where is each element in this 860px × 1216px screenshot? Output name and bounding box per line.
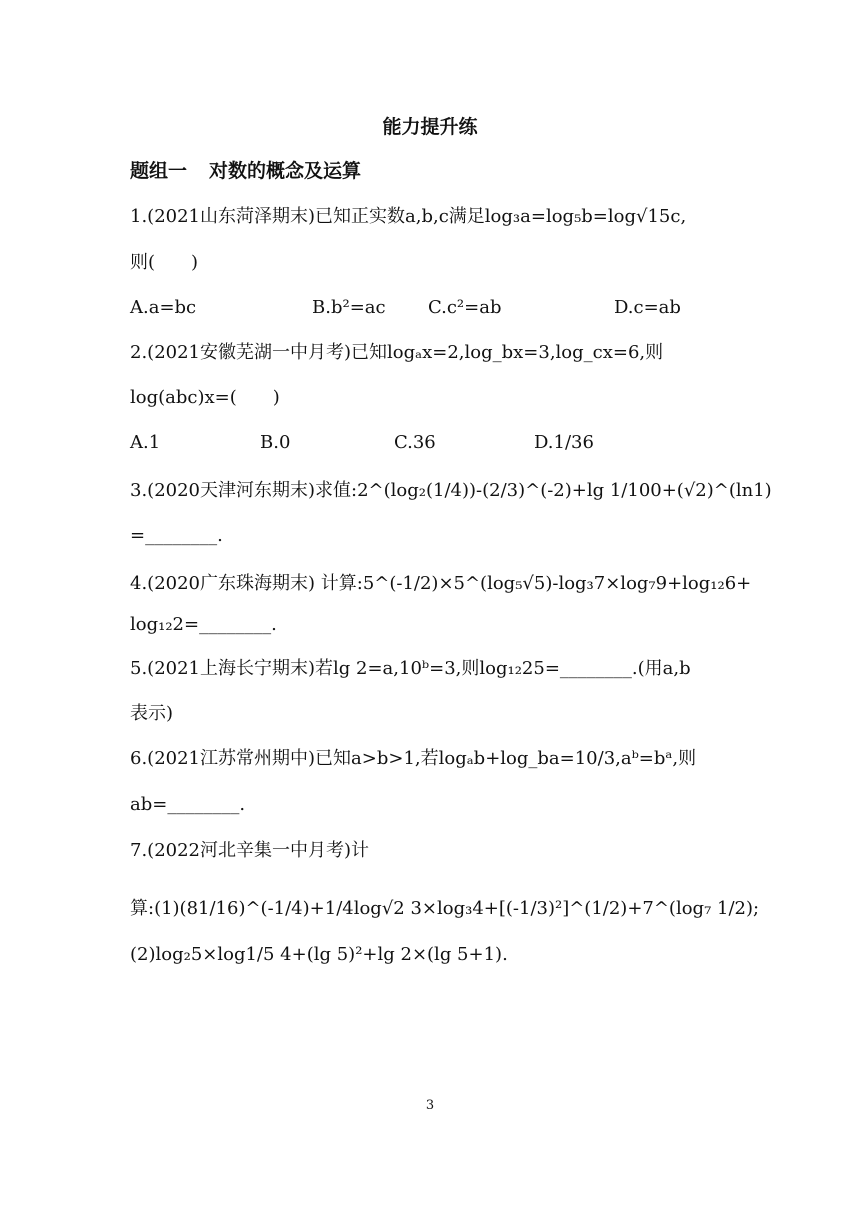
- question-4-line-1: 4.(2020广东珠海期末) 计算:5^(-1/2)×5^(log₅√5)-log₃7×log₇9+log₁₂6+: [130, 573, 752, 594]
- question-2-line-2: log(abc)x=( ): [130, 387, 280, 408]
- question-3-line-1: 3.(2020天津河东期末)求值:2^(log₂(1/4))-(2/3)^(-2)+lg 1/100+(√2)^(ln1): [130, 480, 772, 501]
- q1-option-d: D.c=ab: [614, 297, 681, 318]
- question-3-line-2: =________.: [130, 525, 223, 546]
- question-5-line-1: 5.(2021上海长宁期末)若lg 2=a,10ᵇ=3,则log₁₂25=________.(用a,b: [130, 658, 691, 679]
- question-7-line-2: 算:(1)(81/16)^(-1/4)+1/4log√2 3×log₃4+[(-1/3)²]^(1/2)+7^(log₇ 1/2);: [130, 898, 760, 919]
- section-heading: [130, 162, 361, 181]
- q2-option-d: D.1/36: [534, 432, 594, 453]
- question-2-line-1: 2.(2021安徽芜湖一中月考)已知logₐx=2,log_bx=3,log_cx=6,则: [130, 342, 664, 363]
- question-1-line-2: 则( ): [130, 252, 199, 273]
- question-4-line-2: log₁₂2=________.: [130, 614, 277, 635]
- section-label: 题组一: [130, 160, 188, 182]
- q2-option-a: A.1: [130, 432, 161, 453]
- question-5-line-2: 表示): [130, 703, 174, 724]
- q1-option-b: B.b²=ac: [312, 297, 386, 318]
- q1-option-a: A.a=bc: [130, 297, 197, 318]
- page-number: 3: [425, 1098, 435, 1113]
- question-7-line-1: 7.(2022河北辛集一中月考)计: [130, 840, 370, 861]
- section-name: 对数的概念及运算: [209, 160, 362, 182]
- q2-option-c: C.36: [394, 432, 436, 453]
- question-6-line-2: ab=________.: [130, 794, 246, 815]
- question-6-line-1: 6.(2021江苏常州期中)已知a>b>1,若logₐb+log_ba=10/3,aᵇ=bᵃ,则: [130, 748, 697, 769]
- question-1-line-1: 1.(2021山东菏泽期末)已知正实数a,b,c满足log₃a=log₅b=log√15c,: [130, 206, 687, 227]
- q2-option-b: B.0: [260, 432, 291, 453]
- q1-option-c: C.c²=ab: [428, 297, 502, 318]
- question-7-line-3: (2)log₂5×log1/5 4+(lg 5)²+lg 2×(lg 5+1).: [130, 944, 508, 965]
- page-title: 能力提升练: [382, 116, 478, 138]
